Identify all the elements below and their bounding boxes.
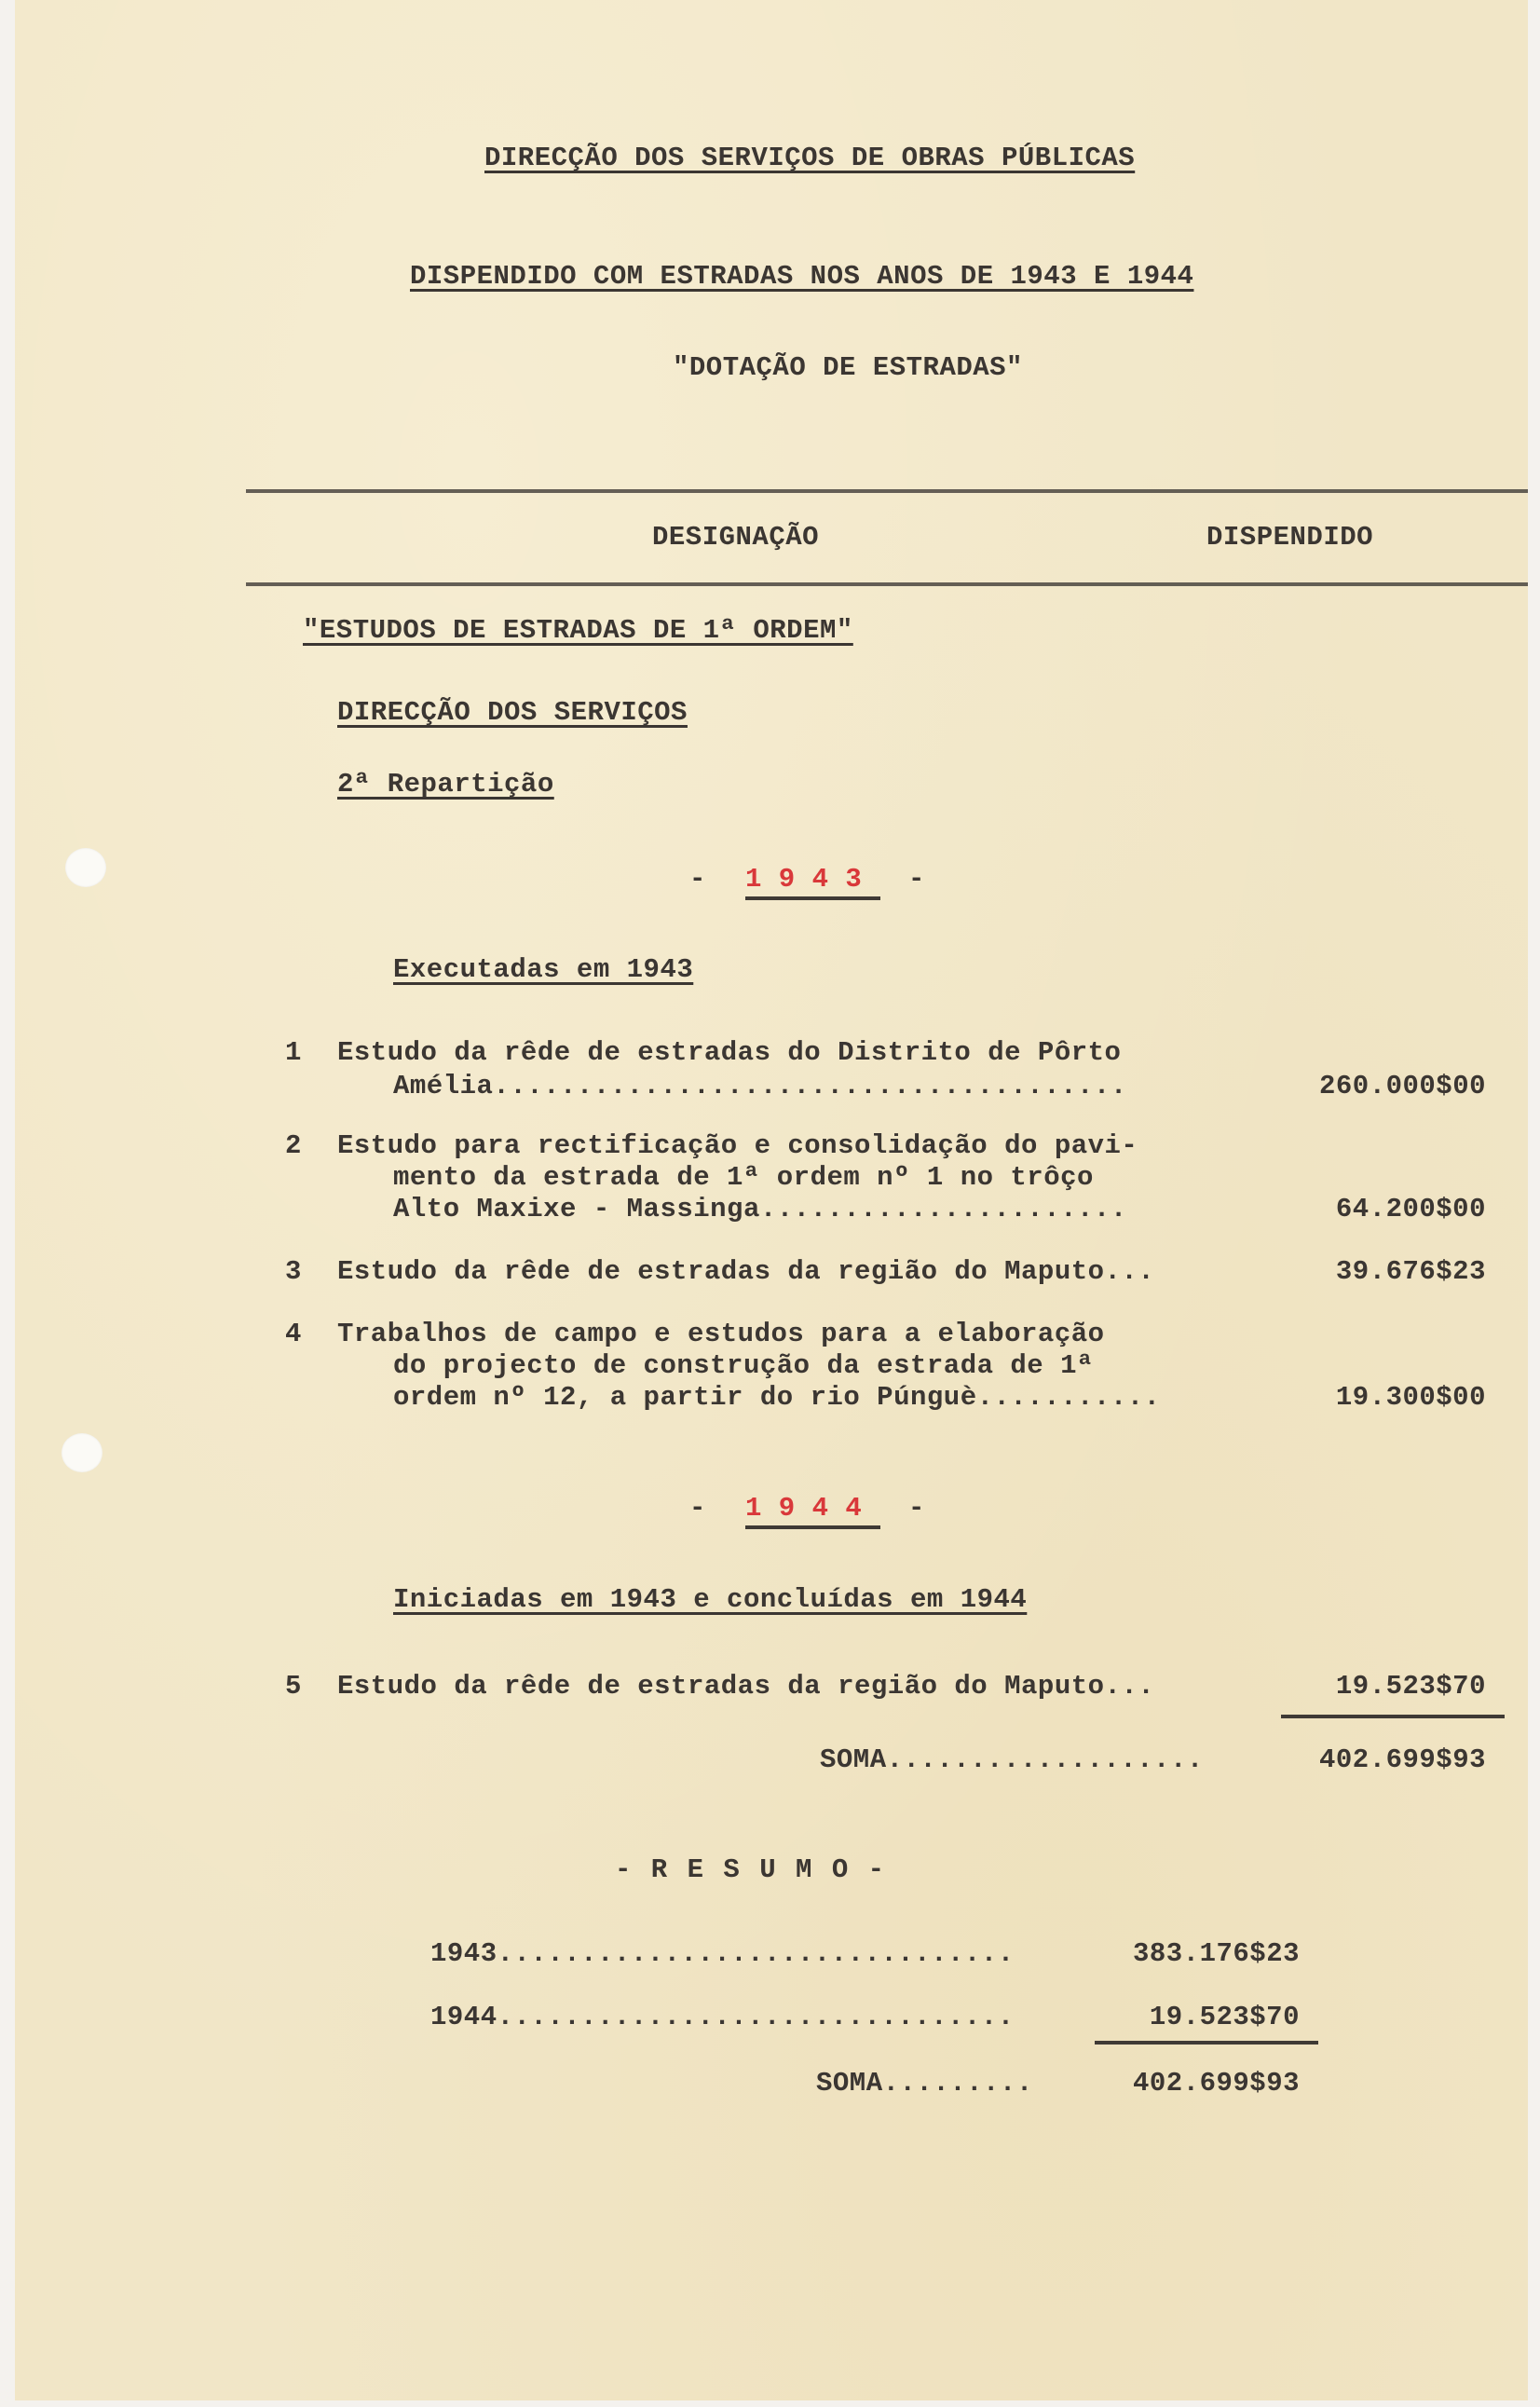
item-amount: 19.523$70 xyxy=(1335,1671,1486,1702)
item-text-line: do projecto de construção da estrada de 1ª xyxy=(393,1350,1094,1381)
table-header-bottom-rule xyxy=(246,582,1528,586)
item-text-line: ordem nº 12, a partir do rio Púnguè........... xyxy=(393,1382,1161,1413)
summary-total-amount: 402.699$93 xyxy=(1132,2068,1300,2099)
department-heading: DIRECÇÃO DOS SERVIÇOS xyxy=(337,697,688,728)
document-title: DISPENDIDO COM ESTRADAS NOS ANOS DE 1943 E 1944 xyxy=(410,261,1194,292)
punch-hole xyxy=(61,1433,102,1472)
total-amount: 402.699$93 xyxy=(1318,1744,1486,1775)
summary-amount: 383.176$23 xyxy=(1132,1938,1300,1969)
year-1944-underline xyxy=(745,1525,880,1529)
item-amount: 64.200$00 xyxy=(1335,1194,1486,1224)
item-number: 3 xyxy=(285,1256,302,1287)
subtotal-rule xyxy=(1281,1715,1505,1718)
year-dash-left: - xyxy=(689,1493,706,1524)
item-text-line: Estudo da rêde de estradas do Distrito de Pôrto xyxy=(337,1037,1122,1068)
total-label: SOMA................... xyxy=(820,1744,1204,1775)
agency-heading: DIRECÇÃO DOS SERVIÇOS DE OBRAS PÚBLICAS xyxy=(484,143,1136,173)
summary-title: - R E S U M O - xyxy=(615,1854,887,1885)
table-top-rule xyxy=(246,489,1528,493)
punch-hole xyxy=(65,848,106,887)
summary-subtotal-rule xyxy=(1095,2041,1318,2045)
section-title: "ESTUDOS DE ESTRADAS DE 1ª ORDEM" xyxy=(303,615,853,646)
started-concluded-subheading: Iniciadas em 1943 e concluídas em 1944 xyxy=(393,1584,1028,1615)
item-text-line: mento da estrada de 1ª ordem nº 1 no trôço xyxy=(393,1162,1094,1193)
year-1944-label: 1 9 4 4 xyxy=(745,1493,863,1524)
item-text-line: Trabalhos de campo e estudos para a elaboração xyxy=(337,1319,1105,1349)
summary-amount: 19.523$70 xyxy=(1149,2002,1300,2032)
column-header-designation: DESIGNAÇÃO xyxy=(652,522,820,553)
column-header-spent: DISPENDIDO xyxy=(1206,522,1374,553)
document-subtitle: "DOTAÇÃO DE ESTRADAS" xyxy=(673,352,1023,383)
item-text-line: Estudo da rêde de estradas da região do Maputo... xyxy=(337,1256,1155,1287)
year-dash-left: - xyxy=(689,864,706,895)
summary-year-label: 1943............................... xyxy=(430,1938,1015,1969)
division-heading: 2ª Repartição xyxy=(337,769,554,800)
item-amount: 19.300$00 xyxy=(1335,1382,1486,1413)
item-text-line: Alto Maxixe - Massinga...................... xyxy=(393,1194,1127,1224)
year-dash-right: - xyxy=(908,1493,925,1524)
summary-total-label: SOMA......... xyxy=(816,2068,1033,2099)
item-text-line: Estudo para rectificação e consolidação do pavi- xyxy=(337,1130,1138,1161)
item-number: 4 xyxy=(285,1319,302,1349)
year-dash-right: - xyxy=(908,864,925,895)
year-1943-underline xyxy=(745,896,880,900)
item-text-line: Amélia...................................... xyxy=(393,1071,1127,1101)
item-amount: 260.000$00 xyxy=(1318,1071,1486,1101)
item-amount: 39.676$23 xyxy=(1335,1256,1486,1287)
item-text-line: Estudo da rêde de estradas da região do Maputo... xyxy=(337,1671,1155,1702)
executed-subheading: Executadas em 1943 xyxy=(393,954,694,985)
item-number: 1 xyxy=(285,1037,302,1068)
summary-year-label: 1944............................... xyxy=(430,2002,1015,2032)
item-number: 2 xyxy=(285,1130,302,1161)
year-1943-label: 1 9 4 3 xyxy=(745,864,863,895)
item-number: 5 xyxy=(285,1671,302,1702)
